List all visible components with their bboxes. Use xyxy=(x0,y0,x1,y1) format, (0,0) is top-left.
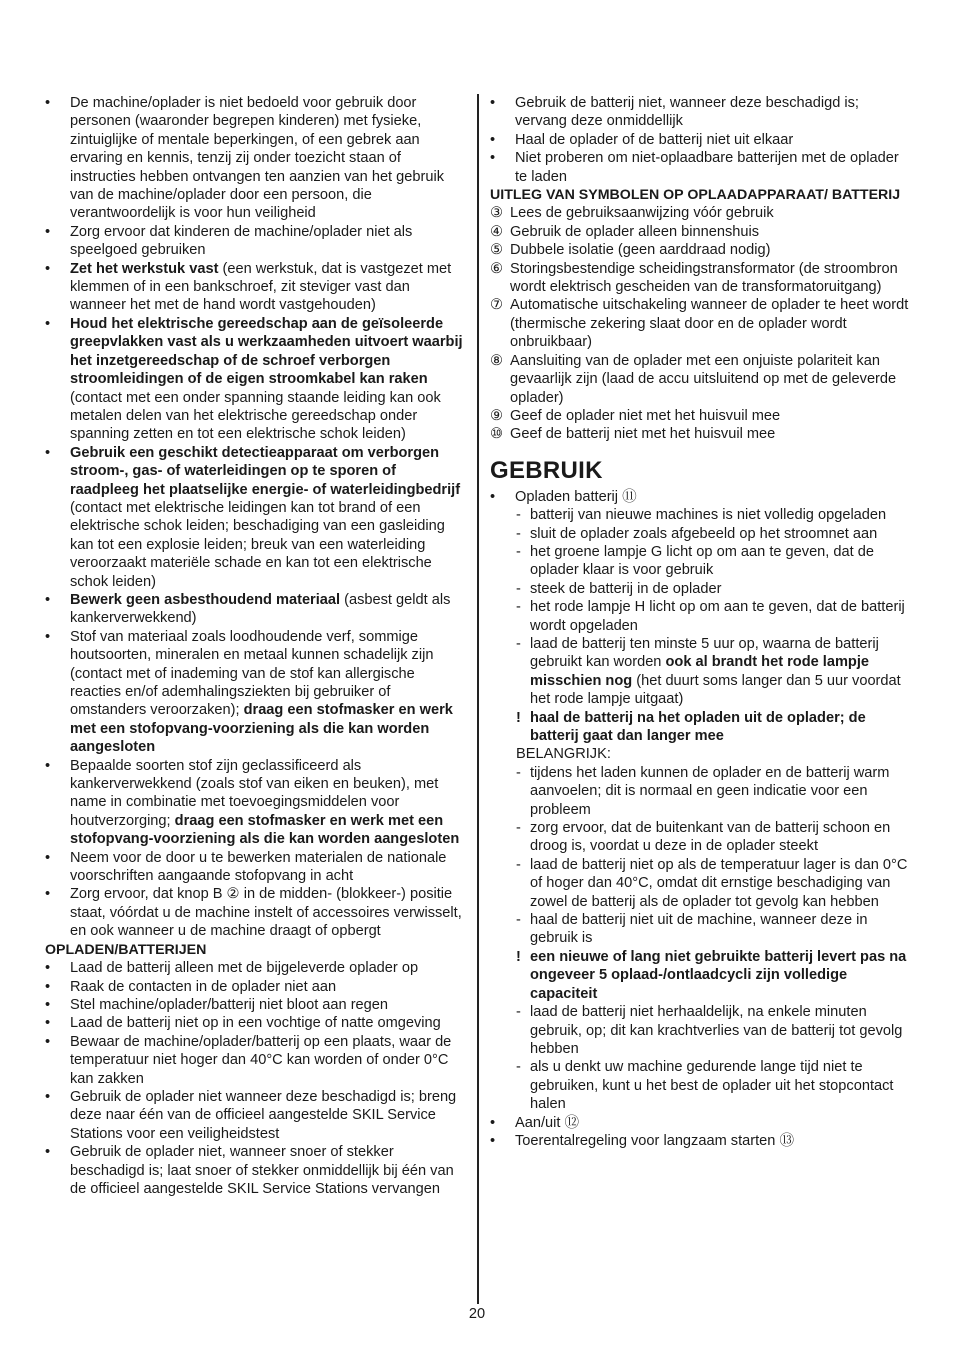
list-item: • Gebruik de oplader niet, wanneer snoer of stekker beschadigd is; laat snoer of stekker onmiddellijk bij één van de officieel aangestelde SKIL Service Stations vervangen xyxy=(45,1143,465,1198)
dash-item: - steek de batterij in de oplader xyxy=(490,580,910,598)
list-item: • De machine/oplader is niet bedoeld voor gebruik door personen (waaronder begrepen kinderen) met fysieke, zintuiglijke of mentale beperkingen, of een gebrek aan ervaring en kennis, tenzij zij onder toezicht staan of instructies hebben ontvangen ten aanzien van het gebruik van de machine/oplader door een persoon, die verantwoordelijk is voor hun veiligheid xyxy=(45,94,465,223)
dash-item: - als u denkt uw machine gedurende lange tijd niet te gebruiken, kunt u het best de oplader uit het stopcontact halen xyxy=(490,1058,910,1113)
column-divider xyxy=(477,94,479,1304)
symbol-item: ⑨ Geef de oplader niet met het huisvuil mee xyxy=(490,407,781,424)
list-item: • Laad de batterij alleen met de bijgeleverde oplader op xyxy=(45,959,465,977)
symbol-item: ⑦ Automatische uitschakeling wanneer de oplader te heet wordt (thermische zekering slaat door en de oplader wordt onbruikbaar) xyxy=(490,297,909,351)
section-title-gebruik: GEBRUIK xyxy=(490,456,603,484)
page-number: 20 xyxy=(468,1306,486,1322)
list-item: • Houd het elektrische gereedschap aan de geïsoleerde greepvlakken vast als u werkzaamheden uitvoert waarbij het inzetgereedschap of de schroef verborgen stroomleidingen of de eigen stroomkabel kan raken (contact met een onder spanning staande leiding kan ook metalen delen van het elektrische gereedschap onder spanning zetten en tot een elektrische schok leiden) xyxy=(45,315,465,444)
symbol-item: ⑧ Aansluiting van de oplader met een onjuiste polariteit kan gevaarlijk zijn (laad de accu uitsluitend op met de geleverde oplader) xyxy=(490,352,897,406)
dash-item: - sluit de oplader zoals afgebeeld op het stroomnet aan xyxy=(490,525,910,543)
list-item: • Toerentalregeling voor langzaam starten ⑬ xyxy=(490,1132,910,1150)
symbol-item: ④ Gebruik de oplader alleen binnenshuis xyxy=(490,223,760,240)
list-item: • Niet proberen om niet-oplaadbare batterijen met de oplader te laden xyxy=(490,149,910,186)
list-item: • Gebruik een geschikt detectieapparaat om verborgen stroom-, gas- of waterleidingen op te sporen of raadpleeg het plaatselijke energie- of waterleidingbedrijf (contact met elektrische leidingen kan tot brand of een elektrische schok leiden; beschadiging van een gasleiding kan tot een explosie leiden; breuk van een waterleiding veroorzaakt materiële schade en kan tot een elektrische schok leiden) xyxy=(45,444,465,591)
list-item: • Haal de oplader of de batterij niet uit elkaar xyxy=(490,131,910,149)
right-column xyxy=(490,94,910,1150)
symbol-item: ⑥ Storingsbestendige scheidingstransformator (de stroombron wordt elektrisch gescheiden van de transformatoruitgang) xyxy=(490,260,898,296)
list-item: • Zorg ervoor dat kinderen de machine/oplader niet als speelgoed gebruiken xyxy=(45,223,465,260)
list-item: • Bewerk geen asbesthoudend materiaal (asbest geldt als kankerverwekkend) xyxy=(45,591,465,628)
list-item: • Laad de batterij niet op in een vochtige of natte omgeving xyxy=(45,1014,465,1032)
list-item: • Neem voor de door u te bewerken materialen de nationale voorschriften aangaande stofopvang in acht xyxy=(45,849,465,886)
warning-item: ! een nieuwe of lang niet gebruikte batterij levert pas na ongeveer 5 oplaad-/ontlaadcycli zijn volledige capaciteit xyxy=(490,948,910,1003)
list-item: • Aan/uit ⑫ xyxy=(490,1114,910,1132)
dash-item: - het groene lampje G licht op om aan te geven, dat de oplader klaar is voor gebruik xyxy=(490,543,910,580)
list-item: • Raak de contacten in de oplader niet aan xyxy=(45,978,465,996)
dash-item: - haal de batterij niet uit de machine, wanneer deze in gebruik is xyxy=(490,911,910,948)
dash-item: - laad de batterij ten minste 5 uur op, waarna de batterij gebruikt kan worden ook al brandt het rode lampje misschien nog (het duurt soms langer dan 5 uur voordat het rode lampje uitgaat) xyxy=(490,635,910,709)
list-item: • Bewaar de machine/oplader/batterij op een plaats, waar de temperatuur niet hoger dan 40°C kan worden of onder 0°C kan zakken xyxy=(45,1033,465,1088)
list-item: • Stof van materiaal zoals loodhoudende verf, sommige houtsoorten, mineralen en metaal kunnen schadelijk zijn (contact met of inademing van de stof kan allergische reacties en/of ademhalingsziekten bij gebruiker of omstanders veroorzaken); draag een stofmasker en werk met een stofopvang-voorziening als die kan worden aangesloten xyxy=(45,628,465,757)
dash-item: - tijdens het laden kunnen de oplader en de batterij warm aanvoelen; dit is normaal en geen indicatie voor een probleem xyxy=(490,764,910,819)
list-item: • Gebruik de oplader niet wanneer deze beschadigd is; breng deze naar één van de officieel aangestelde SKIL Service Stations voor een veiligheidstest xyxy=(45,1088,465,1143)
list-item: • Zorg ervoor, dat knop B ② in de midden- (blokkeer-) positie staat, vóórdat u de machine instelt of accessoires verwisselt, en ook wanneer u de machine draagt of opbergt xyxy=(45,885,465,940)
dash-item: - het rode lampje H licht op om aan te geven, dat de batterij wordt opgeladen xyxy=(490,598,910,635)
symbol-item: ③ Lees de gebruiksaanwijzing vóór gebruik xyxy=(490,205,774,222)
important-label: BELANGRIJK: xyxy=(516,746,611,763)
dash-item: - laad de batterij niet herhaaldelijk, na enkele minuten gebruik, op; dit kan krachtverlies van de batterij tot gevolg hebben xyxy=(490,1003,910,1058)
list-item: • Stel machine/oplader/batterij niet bloot aan regen xyxy=(45,996,465,1014)
warning-item: ! haal de batterij na het opladen uit de oplader; de batterij gaat dan langer mee xyxy=(490,709,910,746)
list-item: • Opladen batterij ⑪ xyxy=(490,488,910,506)
symbol-item: ⑩ Geef de batterij niet met het huisvuil mee xyxy=(490,426,776,443)
dash-item: - batterij van nieuwe machines is niet volledig opgeladen xyxy=(490,506,910,524)
left-column xyxy=(45,94,465,1198)
list-item: • Gebruik de batterij niet, wanneer deze beschadigd is; vervang deze onmiddellijk xyxy=(490,94,910,131)
dash-item: - zorg ervoor, dat de buitenkant van de batterij schoon en droog is, voordat u deze in de oplader steekt xyxy=(490,819,910,856)
symbol-item: ⑤ Dubbele isolatie (geen aarddraad nodig) xyxy=(490,242,771,259)
dash-item: - laad de batterij niet op als de temperatuur lager is dan 0°C of hoger dan 40°C, omdat dit ernstige beschadiging van zowel de batterij als de oplader tot gevolg kan hebben xyxy=(490,856,910,911)
list-item: • Bepaalde soorten stof zijn geclassificeerd als kankerverwekkend (zoals stof van eiken en beuken), met name in combinatie met toevoegingsmiddelen voor houtverzorging; draag een stofmasker en werk met een stofopvang-voorziening als die kan worden aangesloten xyxy=(45,757,465,849)
list-item: • Zet het werkstuk vast (een werkstuk, dat is vastgezet met klemmen of in een bankschroef, zit steviger vast dan wanneer het met de hand wordt vastgehouden) xyxy=(45,260,465,315)
section-heading: OPLADEN/BATTERIJEN xyxy=(45,941,207,958)
section-heading: UITLEG VAN SYMBOLEN OP OPLAADAPPARAAT/ BATTERIJ xyxy=(490,187,901,204)
